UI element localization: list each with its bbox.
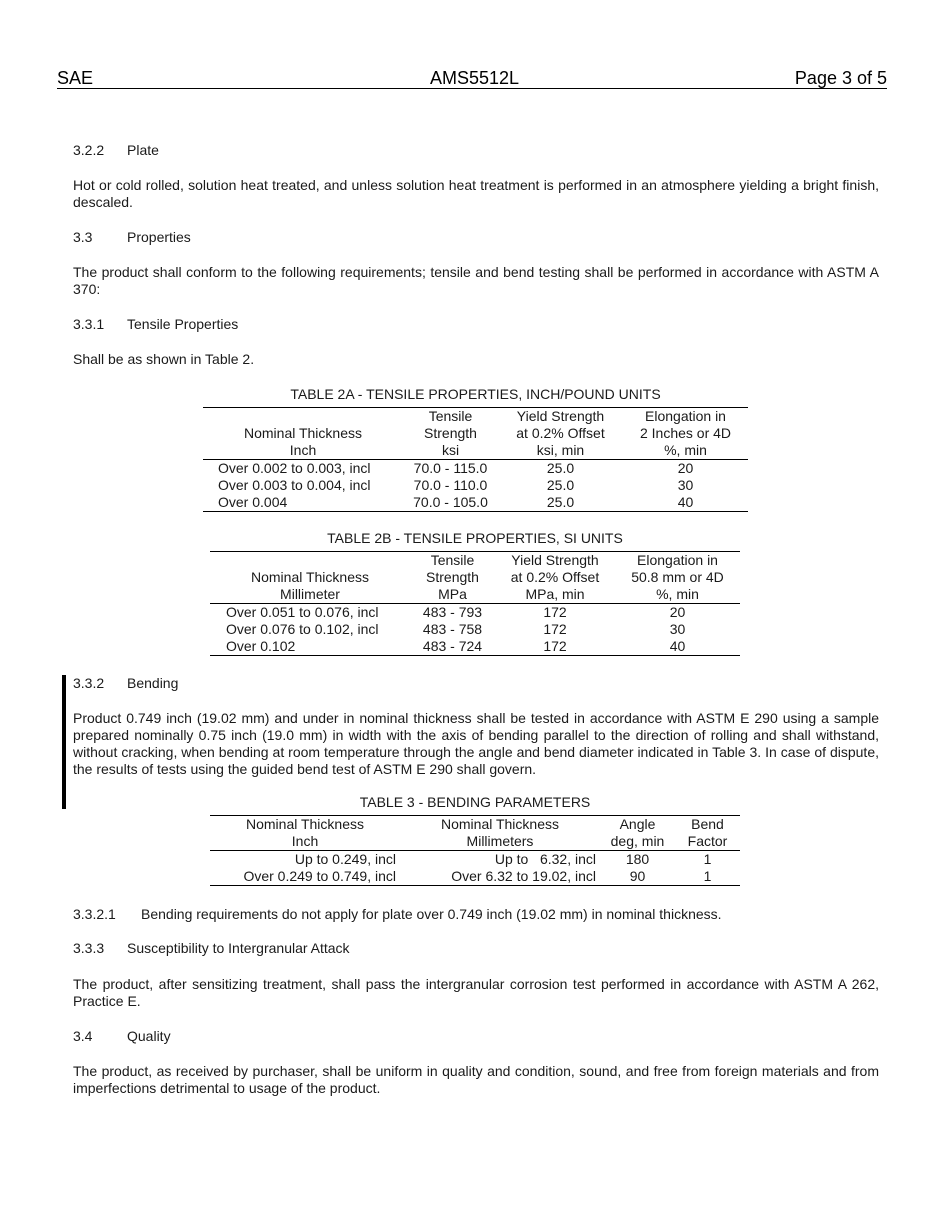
table-cell: Up to 0.249, incl: [294, 851, 396, 867]
section-3-3-heading: [73, 229, 191, 245]
table-cell: Over 0.004: [218, 494, 288, 510]
section-title: Bending requirements do not apply for plate over 0.749 inch (19.02 mm) in nominal thickness.: [141, 906, 722, 922]
table-2a: [203, 407, 748, 512]
header-rule: [57, 88, 887, 89]
table-cell: 40: [669, 638, 686, 654]
table-cell: 172: [543, 621, 567, 637]
section-3-3-3-paragraph: The product, after sensitizing treatment, shall pass the intergranular corrosion test performed in accordance with ASTM A 262, Practice E.: [73, 976, 879, 1009]
section-title: Tensile Properties: [127, 316, 239, 332]
table-cell: 1: [703, 868, 712, 884]
table-cell: Over 0.102: [226, 638, 296, 654]
table-row: [203, 460, 748, 478]
table-row: [210, 851, 740, 869]
revision-change-bar: [62, 675, 66, 809]
table-cell: 483 - 724: [422, 638, 483, 654]
table-cell: 180: [625, 851, 650, 867]
section-3-3-2-heading: [73, 675, 178, 691]
table-3: [210, 815, 740, 886]
section-number: 3.4: [73, 1028, 93, 1044]
table-cell: 25.0: [546, 460, 575, 476]
table-2a-caption: TABLE 2A - TENSILE PROPERTIES, INCH/POUND UNITS: [290, 386, 661, 402]
header-cell: Tensile Strength MPa: [426, 552, 479, 602]
table-cell: Over 0.051 to 0.076, incl: [226, 604, 379, 620]
table-cell: 172: [543, 604, 567, 620]
section-number: 3.3.2.1: [73, 906, 116, 922]
table-header-row: [210, 816, 740, 851]
section-number: 3.2.2: [73, 142, 105, 158]
header-cell: Yield Strength at 0.2% Offset ksi, min: [516, 408, 605, 458]
table-cell: 483 - 793: [422, 604, 483, 620]
header-cell: Elongation in 2 Inches or 4D %, min: [639, 408, 732, 458]
table-header-row: [203, 408, 748, 460]
header-cell: Bend Factor: [687, 816, 728, 849]
table-cell: 90: [629, 868, 646, 884]
table-cell: Over 0.249 to 0.749, incl: [243, 868, 396, 884]
table-cell: 25.0: [546, 494, 575, 510]
section-title: Properties: [127, 229, 191, 245]
table-row: [210, 868, 740, 886]
header-left: SAE: [57, 68, 94, 88]
table-cell: 30: [669, 621, 686, 637]
header-cell: Angle deg, min: [610, 816, 665, 849]
header-cell: Nominal Thickness Millimeters: [440, 816, 559, 849]
table-cell: Up to 6.32, incl: [494, 851, 596, 867]
section-3-2-2-heading: [73, 142, 159, 158]
header-cell: Nominal Thickness Inch: [245, 816, 364, 849]
header-cell: Yield Strength at 0.2% Offset MPa, min: [510, 552, 600, 602]
table-2b-caption: TABLE 2B - TENSILE PROPERTIES, SI UNITS: [327, 530, 623, 546]
table-cell: 40: [677, 494, 694, 510]
table-row: [203, 494, 748, 512]
table-cell: 70.0 - 110.0: [413, 477, 488, 493]
section-3-4-heading: [73, 1028, 171, 1044]
table-cell: Over 0.076 to 0.102, incl: [226, 621, 379, 637]
section-3-3-1-paragraph: Shall be as shown in Table 2.: [73, 351, 255, 367]
section-number: 3.3.1: [73, 316, 105, 332]
table-cell: Over 0.002 to 0.003, incl: [218, 460, 371, 476]
table-cell: Over 6.32 to 19.02, incl: [451, 868, 596, 884]
section-3-3-3-heading: [73, 940, 350, 956]
section-3-3-2-paragraph: Product 0.749 inch (19.02 mm) and under in nominal thickness shall be tested in accordance with ASTM E 290 using a sample prepared nominally 0.75 inch (19.0 mm) in width with the axis of bending parallel to the direction of rolling and shall withstand, without cracking, when bending at room temperature through the angle and bend diameter indicated in Table 3. In case of dispute, the results of tests using the guided bend test of ASTM E 290 shall govern.: [73, 710, 879, 777]
section-3-3-1-heading: [73, 316, 238, 332]
table-cell: 25.0: [546, 477, 575, 493]
header-cell: Tensile Strength ksi: [424, 408, 477, 458]
section-title: Susceptibility to Intergranular Attack: [127, 940, 350, 956]
table-cell: 172: [543, 638, 567, 654]
table-3-caption: TABLE 3 - BENDING PARAMETERS: [359, 794, 591, 810]
header-cell: Nominal Thickness Inch: [243, 425, 362, 458]
table-row: [203, 477, 748, 494]
section-3-4-paragraph: The product, as received by purchaser, shall be uniform in quality and condition, sound, and free from foreign materials and from imperfections detrimental to usage of the product.: [73, 1063, 879, 1096]
section-title: Plate: [127, 142, 159, 158]
table-row: [210, 604, 740, 622]
table-row: [210, 621, 740, 638]
section-number: 3.3.2: [73, 675, 105, 691]
table-2b: [210, 551, 740, 656]
table-cell: Over 0.003 to 0.004, incl: [218, 477, 371, 493]
table-cell: 1: [703, 851, 712, 867]
table-cell: 70.0 - 115.0: [413, 460, 488, 476]
table-cell: 30: [677, 477, 694, 493]
section-3-3-2-1-heading: [73, 906, 879, 922]
table-row: [210, 638, 740, 656]
section-title: Quality: [127, 1028, 171, 1044]
table-header-row: [210, 552, 740, 604]
section-title: Bending: [127, 675, 179, 691]
table-cell: 483 - 758: [422, 621, 483, 637]
header-doc-number: AMS5512L: [430, 68, 520, 88]
table-cell: 20: [677, 460, 694, 476]
section-number: 3.3.3: [73, 940, 105, 956]
table-cell: 20: [669, 604, 686, 620]
section-number: 3.3: [73, 229, 93, 245]
header-cell: Elongation in 50.8 mm or 4D %, min: [631, 552, 724, 602]
section-3-3-paragraph: The product shall conform to the following requirements; tensile and bend testing shall be performed in accordance with ASTM A 370:: [73, 264, 879, 297]
section-3-2-2-paragraph: Hot or cold rolled, solution heat treated, and unless solution heat treatment is performed in an atmosphere yielding a bright finish, descaled.: [73, 177, 879, 210]
header-page-number: Page 3 of 5: [794, 68, 887, 88]
header-cell: Nominal Thickness Millimeter: [250, 569, 369, 602]
table-cell: 70.0 - 105.0: [413, 494, 488, 510]
